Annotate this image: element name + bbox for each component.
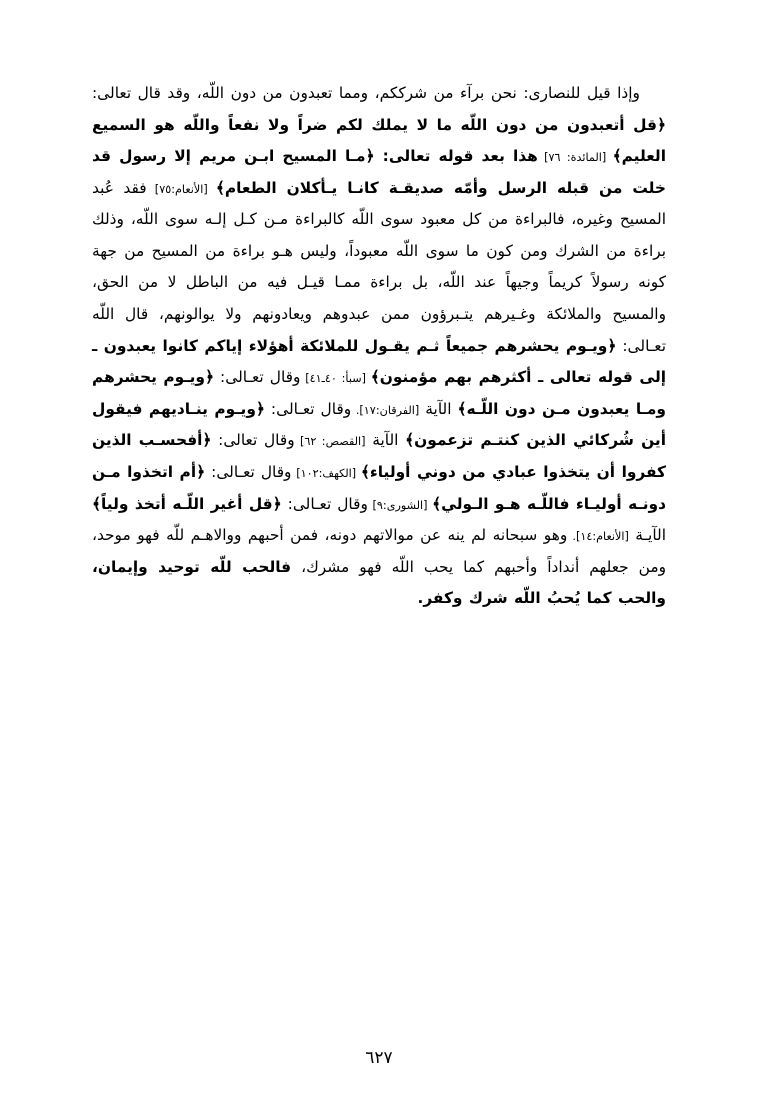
quran-quote: ﴿ويـوم يحشرهم جميعاً ثـم يقـول للملائكة أهؤلاء إياكم كانوا يعبدون ـ إلى قوله تعالى ـ أكثرهم بهم مؤمنون﴾ [92, 336, 667, 387]
text-segment: وقال تعـالى: [264, 399, 352, 418]
text-segment: وقال تعـالى: [281, 494, 368, 513]
quran-quote: ﴿قل أتعبدون من دون اللّه ما لا يملك لكم ضراً ولا نفعاً واللّه هو السميع العليم﴾ [92, 115, 666, 166]
text-segment: وهو سبحانه لم ينه عن موالاتهم دونه، فمن أحبهم ووالاهـم للّه فهو موحد، ومن جعلهم أنداداً وأحبهم كما يحب اللّه فهو مشرك، [92, 526, 666, 576]
main-paragraph [92, 78, 666, 615]
quran-quote: ﴿قل أغير اللّـه أتخذ ولياً﴾ [92, 494, 282, 513]
text-segment: الآية [365, 431, 406, 450]
text-segment: وقال تعـالى: [205, 462, 292, 481]
verse-reference: [سبأ: ٤٠ـ٤١] [300, 372, 371, 386]
text-segment: الآية [419, 399, 458, 418]
verse-reference: [الشورى:٩] [367, 498, 433, 512]
page-body-text [92, 78, 666, 615]
verse-reference: [الأنعام:١٤]. [567, 530, 629, 544]
quran-quote: ﴿أم اتخذوا مـن دونـه أوليـاء فاللّـه هـو الـولي﴾ [92, 462, 666, 513]
verse-reference: [الأنعام:٧٥] [146, 182, 216, 196]
text-segment: وإذا قيل للنصارى: نحن برآء من شرككم، ومما تعبدون من دون اللّه، وقد قال تعالى: [92, 84, 640, 102]
text-segment: وقال تعالى: [211, 431, 295, 450]
quran-quote: ﴿مـا المسيح ابـن مريم إلا رسول قد خلت من قبله الرسل وأمّه صديقـة كانـا يـأكلان الطعام﴾ [92, 147, 667, 197]
text-segment: وقال تعـالى: [213, 368, 301, 387]
verse-reference: [المائدة: ٧٦] [537, 151, 613, 165]
page-number: ٦٢٧ [365, 1048, 393, 1068]
text-segment: هذا بعد قوله تعالى: [374, 147, 538, 166]
text-segment: فقد عُبد المسيح وغيره، فالبراءة من كل معبود سوى اللّه كالبراءة مـن كـل إلـه سوى اللّه، وذلك براءة من الشرك ومن كون ما سوى اللّه معبوداً، وليس هـو براءة من المسيح من جهة كونه رسولاً كريماً وجيهاً عند اللّه، بل براءة ممـا قيـل فيه من الباطل لا من الحق، والمسيح والملائكة وغـيرهم يتـبرؤون ممن عبدوهم ويعادونهم ولا يوالونهم، قال اللّه تعـالى: [92, 178, 666, 355]
verse-reference: [الكهف:١٠٢] [291, 466, 361, 480]
quran-quote: ﴿أفحسـب الذين كفروا أن يتخذوا عبادي من دوني أولياء﴾ [92, 431, 667, 481]
text-segment: الآيـة [628, 526, 666, 545]
verse-reference: [الفرقان:١٧]. [351, 403, 420, 417]
verse-reference: [القصص: ٦٢] [294, 435, 366, 449]
quran-quote: ﴿ويـوم يحشرهم ومـا يعبدون مـن دون اللّـه﴾ [92, 368, 666, 418]
quran-quote: ﴿ويـوم ينـاديهم فيقول أين شُركائي الذين كنتـم تزعمون﴾ [92, 399, 666, 450]
emphasized-conclusion: فالحب للّه توحيد وإيمان، والحب كما يُحبُ اللّه شرك وكفر. [92, 557, 666, 608]
